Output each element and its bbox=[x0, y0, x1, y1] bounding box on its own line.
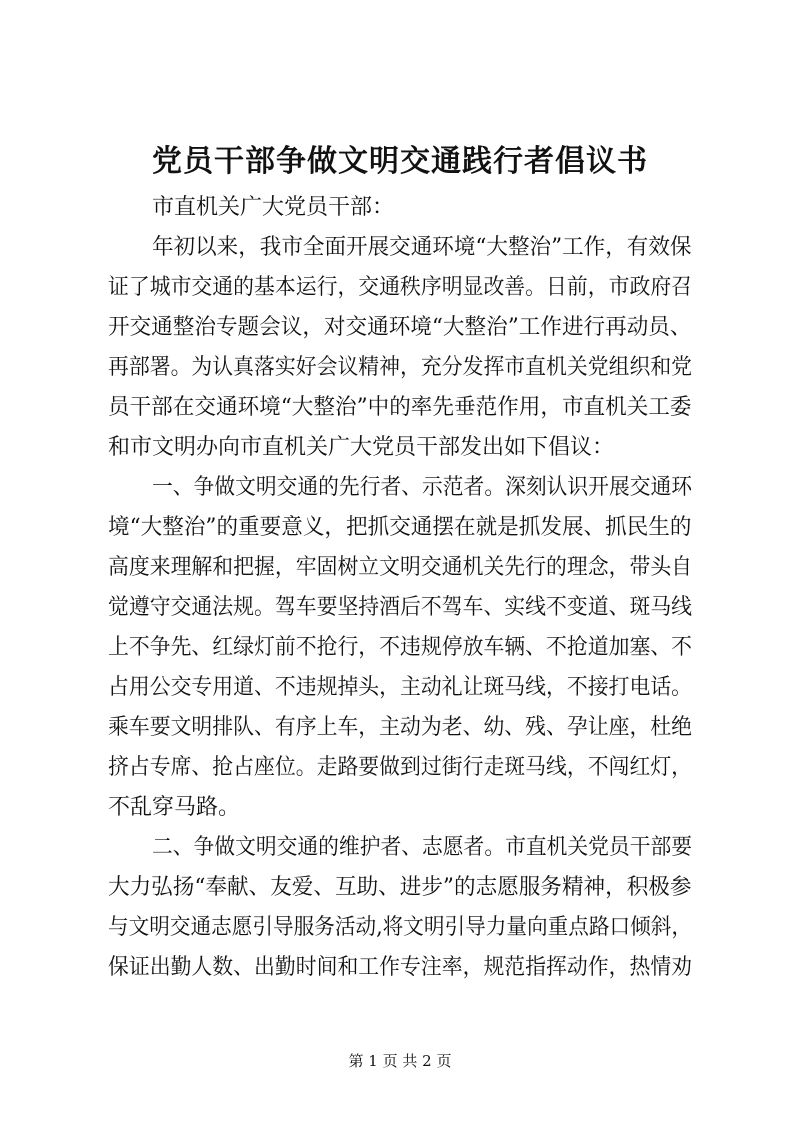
paragraph-line: 一、争做文明交通的先行者、示范者。深刻认识开展交通环 bbox=[152, 475, 693, 500]
paragraph-line: 证了城市交通的基本运行，交通秩序明显改善。日前，市政府召 bbox=[108, 275, 693, 300]
paragraph-line: 二、争做文明交通的维护者、志愿者。市直机关党员干部要 bbox=[152, 835, 693, 860]
paragraph-line: 保证出勤人数、出勤时间和工作专注率，规范指挥动作，热情劝 bbox=[108, 955, 693, 980]
paragraph-line: 年初以来，我市全面开展交通环境“大整治”工作，有效保 bbox=[152, 235, 692, 260]
paragraph-line: 不乱穿马路。 bbox=[108, 795, 241, 820]
paragraph-line: 觉遵守交通法规。驾车要坚持酒后不驾车、实线不变道、斑马线 bbox=[108, 595, 693, 620]
paragraph-line: 上不争先、红绿灯前不抢行，不违规停放车辆、不抢道加塞、不 bbox=[108, 635, 693, 660]
paragraph-line: 占用公交专用道、不违规掉头，主动礼让斑马线，不接打电话。 bbox=[108, 675, 693, 700]
paragraph-line: 再部署。为认真落实好会议精神，充分发挥市直机关党组织和党 bbox=[108, 355, 693, 380]
paragraph-line: 大力弘扬“奉献、友爱、互助、进步”的志愿服务精神，积极参 bbox=[108, 875, 692, 900]
paragraph-line: 挤占专席、抢占座位。走路要做到过街行走斑马线，不闯红灯， bbox=[108, 755, 693, 780]
paragraph-line: 和市文明办向市直机关广大党员干部发出如下倡议： bbox=[108, 435, 615, 460]
paragraph-line: 乘车要文明排队、有序上车，主动为老、幼、残、孕让座，杜绝 bbox=[108, 715, 693, 740]
paragraph-line: 境“大整治”的重要意义，把抓交通摆在就是抓发展、抓民生的 bbox=[108, 515, 692, 540]
paragraph-line: 与文明交通志愿引导服务活动,将文明引导力量向重点路口倾斜， bbox=[108, 915, 693, 940]
paragraph-line: 高度来理解和把握，牢固树立文明交通机关先行的理念，带头自 bbox=[108, 555, 693, 580]
paragraph-line: 员干部在交通环境“大整治”中的率先垂范作用，市直机关工委 bbox=[108, 395, 692, 420]
page-footer: 第 1 页 共 2 页 bbox=[348, 1052, 452, 1070]
document-title: 党员干部争做文明交通践行者倡议书 bbox=[152, 144, 648, 179]
paragraph-line: 开交通整治专题会议，对交通环境“大整治”工作进行再动员、 bbox=[108, 315, 692, 340]
salutation: 市直机关广大党员干部： bbox=[152, 195, 395, 220]
